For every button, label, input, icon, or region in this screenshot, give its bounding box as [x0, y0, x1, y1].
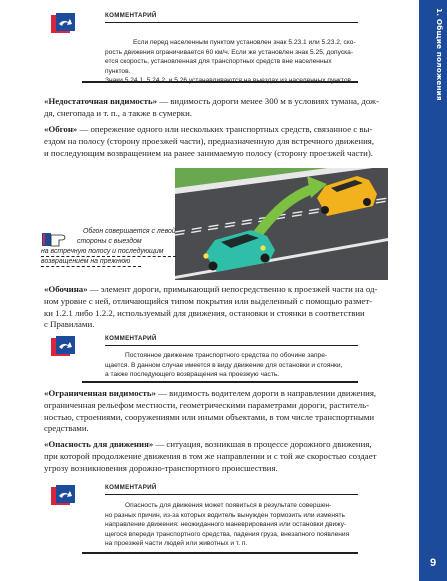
comment-text: Опасность для движения может появиться в результате совершен- но разных причин, из-за которых водитель вынужден тормозить или изменять направление движения: неожиданного маневрирования или остановки движу- щегося впереди транспортного средства, падения груза, внезапного появления на проезжей части людей или животных и т. п. — [105, 502, 350, 548]
illustration-caption: Обгон совершается с левой стороны с выездом на встречную полосу и последующим возвращением на прежнюю — [41, 228, 176, 266]
comment-title: КОММЕНТАРИЙ — [105, 484, 157, 491]
caption-underline — [41, 256, 176, 257]
comment-rule — [105, 345, 358, 346]
comment-box — [82, 484, 358, 554]
comment-icon — [50, 335, 76, 359]
comment-bottom-rule — [82, 552, 358, 554]
comment-text: Постоянное движение транспортного средства по обочине запре- щается. В данном случае имеется в виду движение для остановки и стоянки, а также последующего возвращения на проезжую часть. — [105, 352, 343, 379]
definition-limited-visibility: «Ограниченная видимость» — видимость водителем дороги в направлении движения, ограниченная рельефом местности, геометрическими параметрами дороги, раститель- ностью, строениями, сооружениями или иными объектами, в том числе транспортными средствами. — [44, 388, 377, 434]
comment-title: КОММЕНТАРИЙ — [105, 335, 157, 342]
overtaking-illustration — [175, 168, 388, 280]
comment-box — [82, 12, 358, 84]
comment-bottom-rule — [82, 81, 358, 83]
page-number: 9 — [429, 557, 437, 569]
definition-shoulder: «Обочина» — элемент дороги, примыкающий непосредственно к проезжей части на од- ном уровне с ней, отличающийся типом покрытия или выделенный с помощью размет- ки 1.2.1 либо 1.2.2, используемый для движения, остановки и стоянки в соответствии с Правилами. — [44, 284, 378, 330]
definition-traffic-hazard: «Опасность для движения» — ситуация, возникшая в процессе дорожного движения, при которой продолжение движения в том же направлении и с той же скоростью создает угрозу возникновения дорожно-транспортного происшествия. — [44, 439, 377, 473]
comment-box — [82, 335, 358, 380]
comment-title: КОММЕНТАРИЙ — [105, 12, 157, 19]
comment-rule — [105, 22, 358, 23]
comment-icon — [50, 12, 76, 36]
comment-icon — [50, 484, 76, 508]
caption-underline — [41, 266, 141, 267]
definition-overtaking: «Обгон» — опережение одного или нескольких транспортных средств, связанное с вы- ездом на полосу (сторону проезжей части), предназначенную для встречного движения, и последующим возвращением на ранее занимаемую полосу (сторону проезжей части). — [44, 124, 375, 158]
section-label: 1. Общие положения — [435, 8, 444, 101]
comment-text: Если перед населенным пунктом установлен знак 5.23.1 или 5.23.2, ско- рость движения ограничивается 60 км/ч. Если же установлен знак 5.25, допуска- ется скорость, установленная для транспортных средств вне населенных пунктов. — [105, 39, 356, 75]
comment-bottom-rule — [82, 381, 358, 383]
definition-insufficient-visibility: «Недостаточная видимость» — видимость дороги менее 300 м в условиях тумана, дож- дя, снегопада и т. п., а также в сумерки. — [44, 96, 380, 118]
comment-rule — [105, 494, 358, 495]
